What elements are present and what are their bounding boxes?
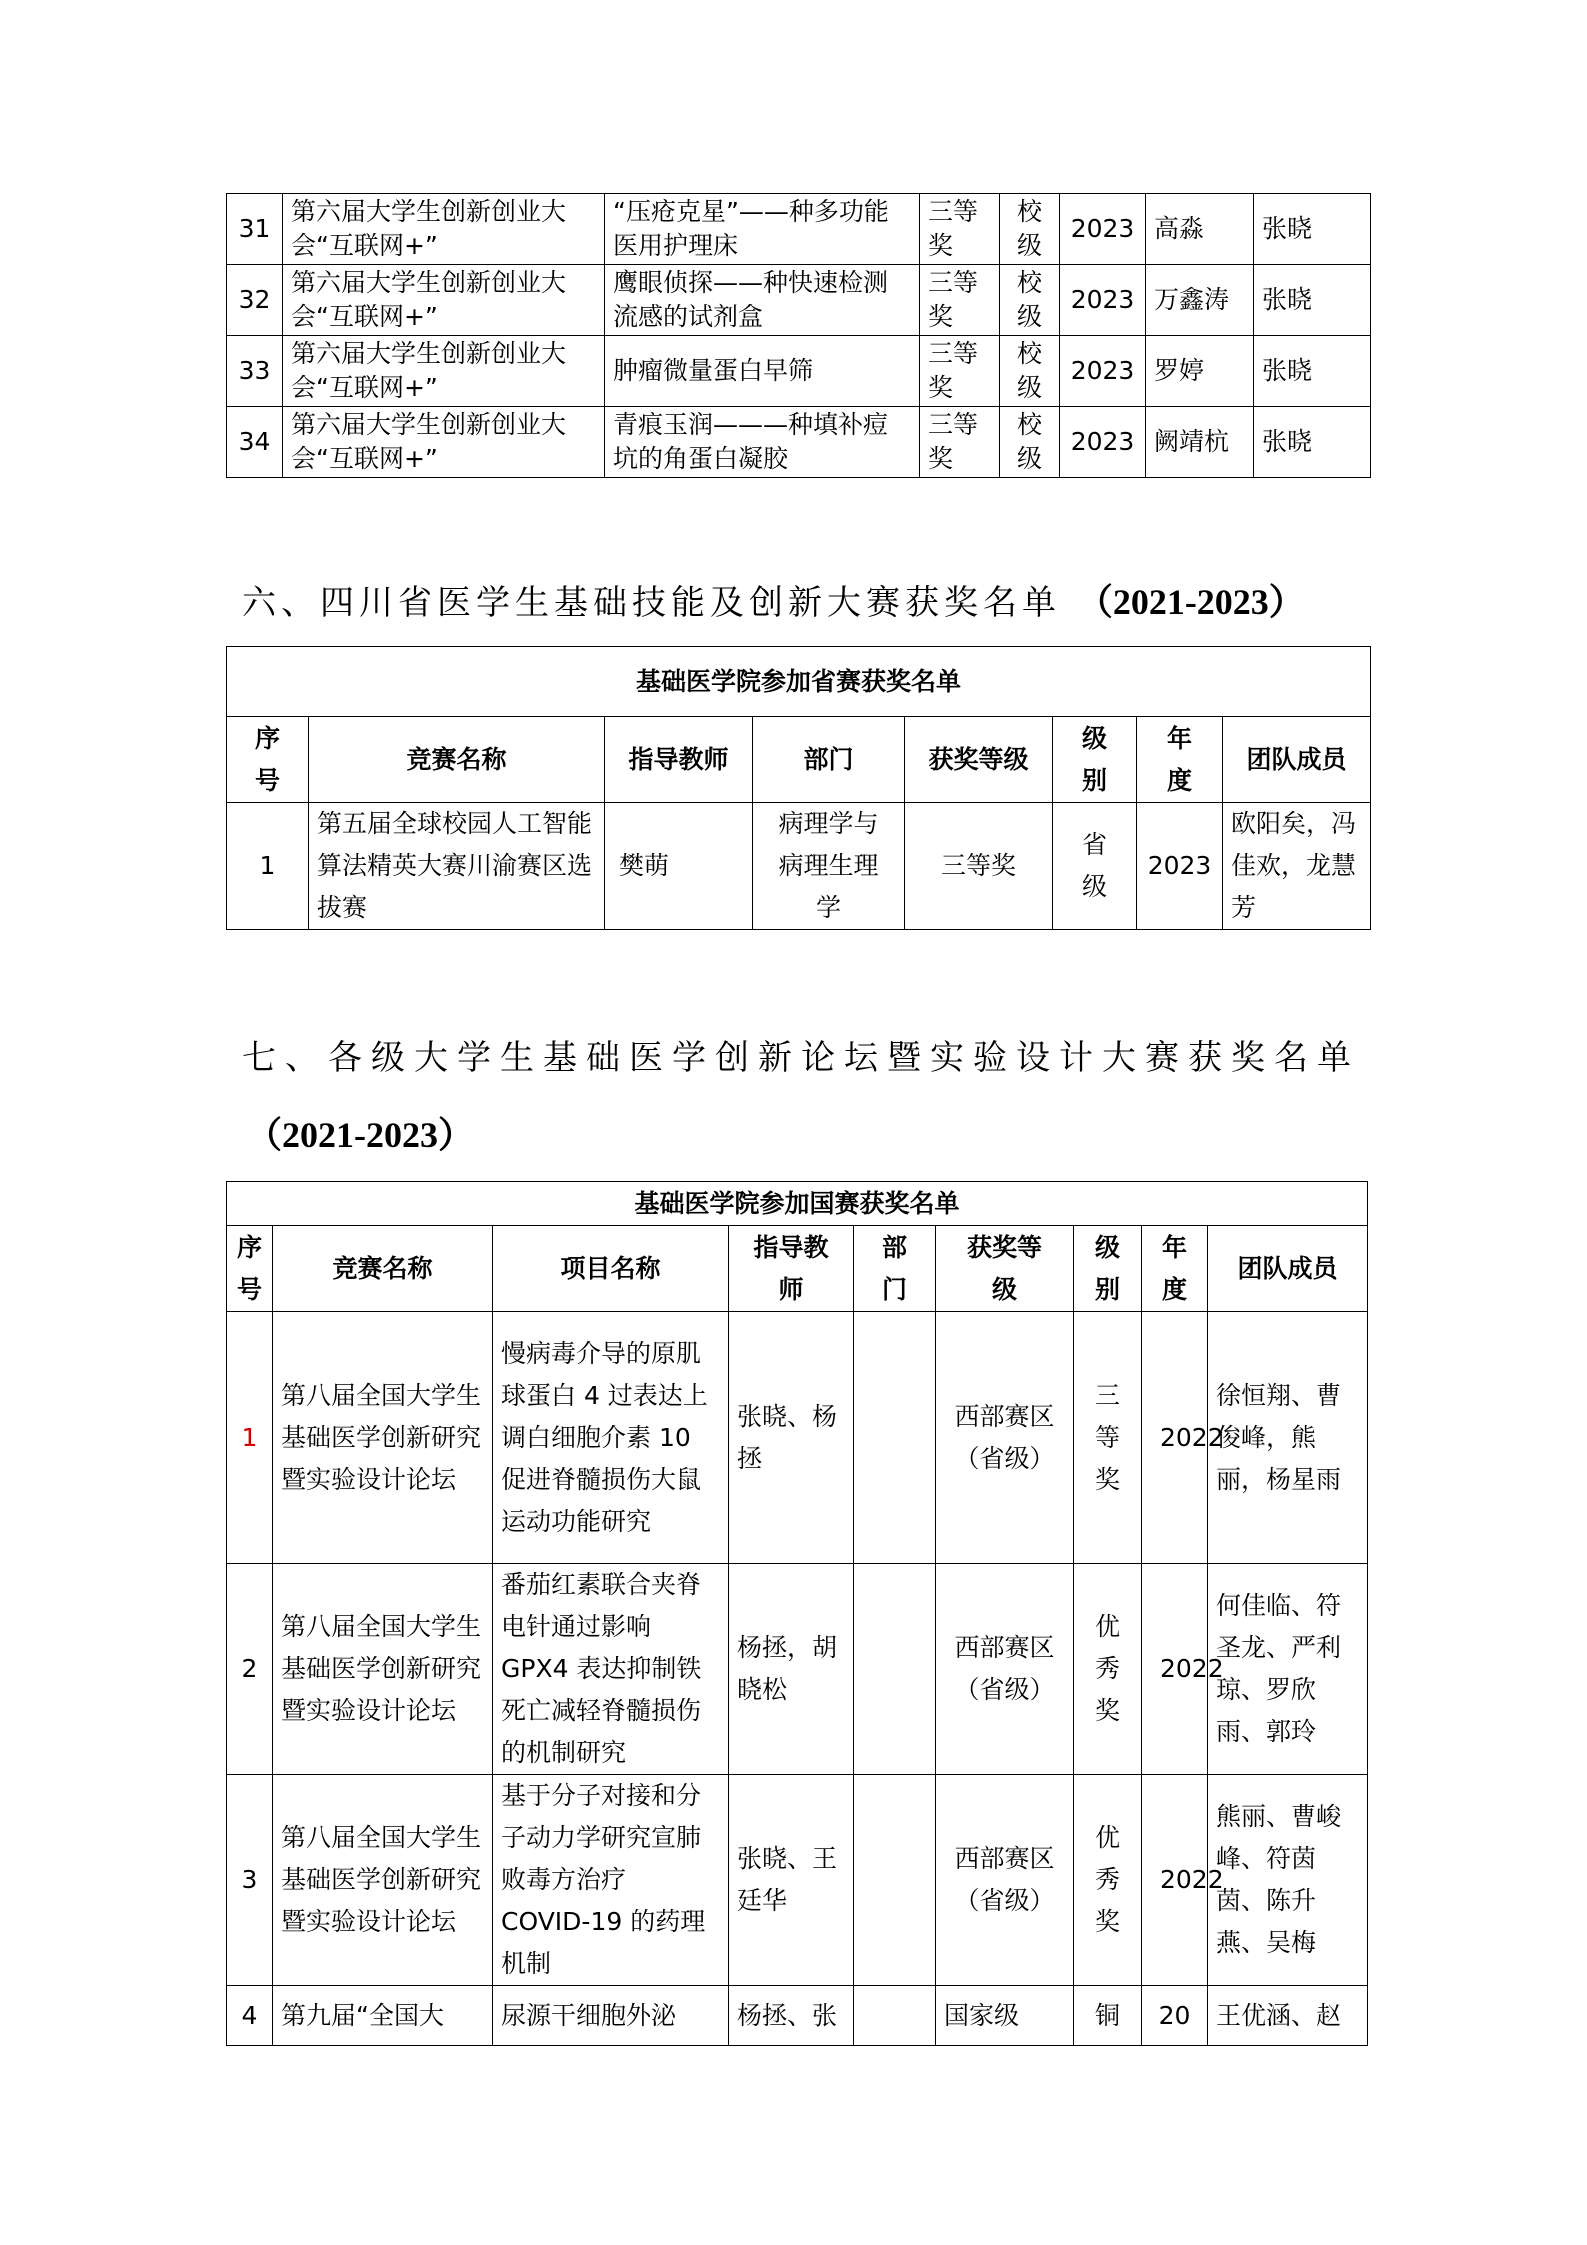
header-no: 序号 — [227, 717, 309, 803]
team-member: 万鑫涛 — [1146, 265, 1254, 336]
project-name: 青痕玉润———种填补痘坑的角蛋白凝胶 — [605, 407, 920, 478]
section-6-heading — [242, 574, 1305, 625]
advisor: 杨拯，胡晓松 — [729, 1564, 854, 1775]
header-row — [227, 717, 1371, 803]
header-no: 序号 — [227, 1226, 273, 1312]
national-award-table — [226, 1181, 1368, 2046]
table-row — [227, 1775, 1368, 1986]
header-year: 年度 — [1137, 717, 1223, 803]
header-competition: 竞赛名称 — [309, 717, 605, 803]
competition-name: 第五届全球校园人工智能算法精英大赛川渝赛区选拔赛 — [309, 803, 605, 930]
team-members: 何佳临、符圣龙、严利琼、罗欣雨、郭玲 — [1208, 1564, 1368, 1775]
project-name: 鹰眼侦探——种快速检测流感的试剂盒 — [605, 265, 920, 336]
row-number: 34 — [227, 407, 283, 478]
competition-name: 第六届大学生创新创业大会“互联网+” — [283, 336, 605, 407]
section-6-title: 六、四川省医学生基础技能及创新大赛获奖名单 — [242, 583, 1061, 623]
project-name: “压疮克星”——种多功能医用护理床 — [605, 194, 920, 265]
award-year: 2023 — [1137, 803, 1223, 930]
header-advisor: 指导教师 — [605, 717, 753, 803]
award-year: 2023 — [1060, 336, 1146, 407]
award-level: 校级 — [1000, 336, 1060, 407]
table-title-row — [227, 647, 1371, 717]
project-name: 肿瘤微量蛋白早筛 — [605, 336, 920, 407]
advisor: 张晓 — [1254, 194, 1371, 265]
award-grade: 三等奖 — [920, 265, 1000, 336]
provincial-award-table — [226, 646, 1371, 930]
award-grade: 三等奖 — [920, 407, 1000, 478]
team-members: 徐恒翔、曹俊峰，熊丽，杨星雨 — [1208, 1312, 1368, 1564]
competition-name: 第六届大学生创新创业大会“互联网+” — [283, 265, 605, 336]
team-members: 欧阳矣，冯佳欢，龙慧芳 — [1223, 803, 1371, 930]
department — [854, 1312, 936, 1564]
award-year: 2023 — [1060, 194, 1146, 265]
table-title-row — [227, 1182, 1368, 1226]
award-level: 铜 — [1074, 1986, 1142, 2046]
award-grade: 三等奖 — [920, 194, 1000, 265]
table-row — [227, 194, 1371, 265]
department — [854, 1564, 936, 1775]
section-6-years: （2021-2023） — [1076, 582, 1305, 622]
team-member: 高淼 — [1146, 194, 1254, 265]
project-name: 尿源干细胞外泌 — [493, 1986, 729, 2046]
table-row — [227, 1312, 1368, 1564]
section-7-heading — [242, 1030, 1360, 1158]
competition-name: 第八届全国大学生基础医学创新研究暨实验设计论坛 — [273, 1564, 493, 1775]
award-grade: 三等奖 — [920, 336, 1000, 407]
table-row — [227, 803, 1371, 930]
competition-name: 第六届大学生创新创业大会“互联网+” — [283, 407, 605, 478]
header-level: 级别 — [1053, 717, 1137, 803]
header-dept: 部门 — [854, 1226, 936, 1312]
award-level: 优秀奖 — [1074, 1564, 1142, 1775]
project-name: 番茄红素联合夹脊电针通过影响 GPX4 表达抑制铁死亡减轻脊髓损伤的机制研究 — [493, 1564, 729, 1775]
award-level: 校级 — [1000, 265, 1060, 336]
competition-name: 第八届全国大学生基础医学创新研究暨实验设计论坛 — [273, 1312, 493, 1564]
team-members: 王优涵、赵 — [1208, 1986, 1368, 2046]
award-grade: 三等奖 — [905, 803, 1053, 930]
award-year: 2022 — [1142, 1775, 1208, 1986]
table-row — [227, 1564, 1368, 1775]
section-7-years: （2021-2023） — [246, 1115, 474, 1155]
advisor: 张晓 — [1254, 336, 1371, 407]
award-level: 校级 — [1000, 194, 1060, 265]
innovation-award-table-continued — [226, 193, 1371, 478]
advisor: 张晓 — [1254, 407, 1371, 478]
award-year: 2023 — [1060, 407, 1146, 478]
row-number: 3 — [227, 1775, 273, 1986]
award-year: 20 — [1142, 1986, 1208, 2046]
advisor: 张晓 — [1254, 265, 1371, 336]
table-row — [227, 265, 1371, 336]
table-title: 基础医学院参加国赛获奖名单 — [227, 1182, 1368, 1226]
department — [854, 1986, 936, 2046]
row-number: 33 — [227, 336, 283, 407]
header-row — [227, 1226, 1368, 1312]
row-number: 1 — [227, 803, 309, 930]
header-project: 项目名称 — [493, 1226, 729, 1312]
table-title: 基础医学院参加省赛获奖名单 — [227, 647, 1371, 717]
header-team: 团队成员 — [1223, 717, 1371, 803]
award-grade: 西部赛区（省级） — [936, 1564, 1074, 1775]
advisor: 樊萌 — [605, 803, 753, 930]
team-member: 罗婷 — [1146, 336, 1254, 407]
department — [854, 1775, 936, 1986]
award-grade: 国家级 — [936, 1986, 1074, 2046]
award-year: 2022 — [1142, 1312, 1208, 1564]
header-dept: 部门 — [753, 717, 905, 803]
header-team: 团队成员 — [1208, 1226, 1368, 1312]
award-year: 2022 — [1142, 1564, 1208, 1775]
header-advisor: 指导教师 — [729, 1226, 854, 1312]
award-level: 优秀奖 — [1074, 1775, 1142, 1986]
header-award: 获奖等级 — [936, 1226, 1074, 1312]
team-member: 阙靖杭 — [1146, 407, 1254, 478]
award-year: 2023 — [1060, 265, 1146, 336]
table-row — [227, 407, 1371, 478]
header-competition: 竞赛名称 — [273, 1226, 493, 1312]
award-level: 三等奖 — [1074, 1312, 1142, 1564]
competition-name: 第八届全国大学生基础医学创新研究暨实验设计论坛 — [273, 1775, 493, 1986]
section-7-title: 七、各级大学生基础医学创新论坛暨实验设计大赛获奖名单 — [242, 1038, 1360, 1078]
header-level: 级别 — [1074, 1226, 1142, 1312]
project-name: 基于分子对接和分子动力学研究宣肺败毒方治疗 COVID-19 的药理机制 — [493, 1775, 729, 1986]
competition-name: 第六届大学生创新创业大会“互联网+” — [283, 194, 605, 265]
award-level: 省级 — [1053, 803, 1137, 930]
row-number: 1 — [227, 1312, 273, 1564]
project-name: 慢病毒介导的原肌球蛋白 4 过表达上调白细胞介素 10 促进脊髓损伤大鼠运动功能研究 — [493, 1312, 729, 1564]
header-year: 年度 — [1142, 1226, 1208, 1312]
row-number: 4 — [227, 1986, 273, 2046]
header-award: 获奖等级 — [905, 717, 1053, 803]
award-grade: 西部赛区（省级） — [936, 1775, 1074, 1986]
advisor: 张晓、杨拯 — [729, 1312, 854, 1564]
award-grade: 西部赛区（省级） — [936, 1312, 1074, 1564]
table-row — [227, 1986, 1368, 2046]
team-members: 熊丽、曹峻峰、符茵茵、陈升燕、吴梅 — [1208, 1775, 1368, 1986]
department: 病理学与病理生理学 — [753, 803, 905, 930]
advisor: 杨拯、张 — [729, 1986, 854, 2046]
row-number: 2 — [227, 1564, 273, 1775]
competition-name: 第九届“全国大 — [273, 1986, 493, 2046]
row-number: 31 — [227, 194, 283, 265]
row-number: 32 — [227, 265, 283, 336]
table-row — [227, 336, 1371, 407]
advisor: 张晓、王廷华 — [729, 1775, 854, 1986]
award-level: 校级 — [1000, 407, 1060, 478]
